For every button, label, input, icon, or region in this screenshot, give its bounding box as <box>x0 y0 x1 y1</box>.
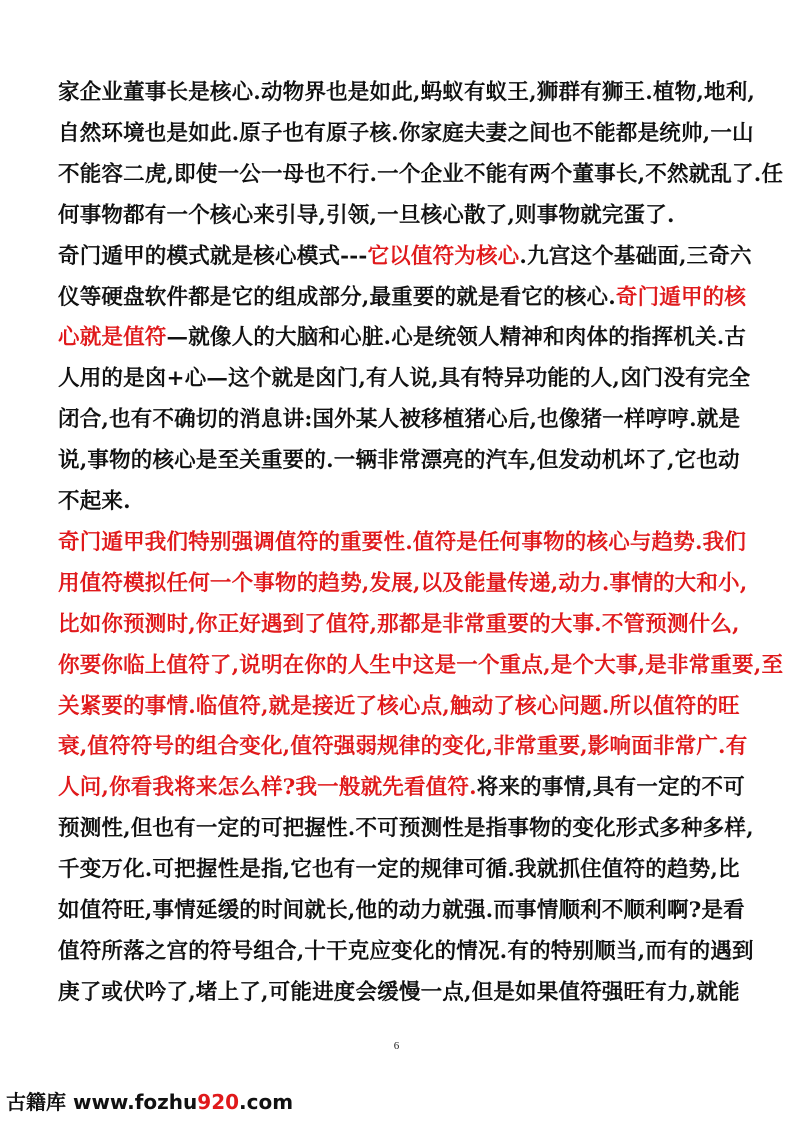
highlighted-text: 它以值符为核心 <box>367 243 520 269</box>
text-line <box>58 487 131 517</box>
text-line <box>58 937 754 967</box>
text-line <box>58 283 746 313</box>
highlighted-text: 关紧要的事情.临值符,就是接近了核心点,触动了核心问题.所以值符的旺 <box>58 693 740 719</box>
watermark-url-suffix: .com <box>239 1090 294 1114</box>
body-text: 说,事物的核心是至关重要的.一辆非常漂亮的汽车,但发动机坏了,它也动 <box>58 448 740 474</box>
watermark-site-name: 古籍库 <box>6 1090 66 1114</box>
page-number: 6 <box>393 1040 400 1052</box>
highlighted-text: 比如你预测时,你正好遇到了值符,那都是非常重要的大事.不管预测什么, <box>58 611 740 637</box>
text-line <box>58 651 783 681</box>
highlighted-text: 心就是值符 <box>58 325 167 351</box>
text-line <box>58 119 754 149</box>
highlighted-text: 用值符模拟任何一个事物的趋势,发展,以及能量传递,动力.事情的大和小, <box>58 570 748 596</box>
highlighted-text: 你要你临上值符了,说明在你的人生中这是一个重点,是个大事,是非常重要,至 <box>58 652 784 678</box>
body-text: 人用的是囟+心—这个就是囟门,有人说,具有特异功能的人,囟门没有完全 <box>58 366 751 392</box>
text-line <box>58 773 745 803</box>
text-line <box>58 732 747 762</box>
body-text: 如值符旺,事情延缓的时间就长,他的动力就强.而事情顺利不顺利啊?是看 <box>58 898 745 923</box>
body-text: —就像人的大脑和心脏.心是统领人精神和肉体的指挥机关.古 <box>166 325 747 351</box>
text-line <box>58 160 783 190</box>
body-text: 值符所落之宫的符号组合,十干克应变化的情况.有的特别顺当,而有的遇到 <box>58 938 754 964</box>
text-line <box>58 978 740 1008</box>
highlighted-text: 衰,值符符号的组合变化,值符强弱规律的变化,非常重要,影响面非常广.有 <box>58 734 748 760</box>
body-text: 闭合,也有不确切的消息讲:国外某人被移植猪心后,也像猪一样哼哼.就是 <box>58 407 741 433</box>
body-text: 自然环境也是如此.原子也有原子核.你家庭夫妻之间也不能都是统帅,一山 <box>58 120 754 146</box>
site-watermark <box>6 1086 293 1115</box>
text-line <box>58 323 746 353</box>
text-line <box>58 446 740 476</box>
highlighted-text: 奇门遁甲我们特别强调值符的重要性.值符是任何事物的核心与趋势.我们 <box>58 529 747 555</box>
text-line <box>58 692 740 722</box>
watermark-url-number: 920 <box>197 1090 240 1114</box>
text-line <box>58 78 755 108</box>
body-text: 家企业董事长是核心.动物界也是如此,蚂蚁有蚁王,狮群有狮王.植物,地利, <box>58 80 756 105</box>
text-line <box>58 610 740 640</box>
body-text: .九宫这个基础面,三奇六 <box>519 243 752 269</box>
text-line <box>58 201 675 231</box>
text-line <box>58 242 752 272</box>
highlighted-text: 人问,你看我将来怎么样?我一般就先看值符. <box>58 775 477 801</box>
highlighted-text: 奇门遁甲的核 <box>615 284 747 310</box>
text-line <box>58 814 754 844</box>
body-text: 不起来. <box>58 489 131 514</box>
body-text: 将来的事情,具有一定的不可 <box>476 775 745 801</box>
text-line <box>58 528 746 558</box>
body-text: 何事物都有一个核心来引导,引领,一旦核心散了,则事物就完蛋了. <box>58 202 675 228</box>
text-line <box>58 569 747 599</box>
body-text: 千变万化.可把握性是指,它也有一定的规律可循.我就抓住值符的趋势,比 <box>58 857 740 883</box>
body-text: 预测性,但也有一定的可把握性.不可预测性是指事物的变化形式多种多样, <box>58 816 754 842</box>
body-text: 庚了或伏吟了,堵上了,可能进度会缓慢一点,但是如果值符强旺有力,就能 <box>58 979 740 1005</box>
text-line <box>58 896 745 926</box>
watermark-url-prefix: www.fozhu <box>72 1090 198 1114</box>
body-text: 不能容二虎,即使一公一母也不行.一个企业不能有两个董事长,不然就乱了.任 <box>58 161 784 187</box>
body-text: 仪等硬盘软件都是它的组成部分,最重要的就是看它的核心. <box>58 284 616 310</box>
body-text: 奇门遁甲的模式就是核心模式--- <box>58 243 368 269</box>
text-line <box>58 855 740 885</box>
text-line <box>58 405 740 435</box>
text-line <box>58 364 750 394</box>
